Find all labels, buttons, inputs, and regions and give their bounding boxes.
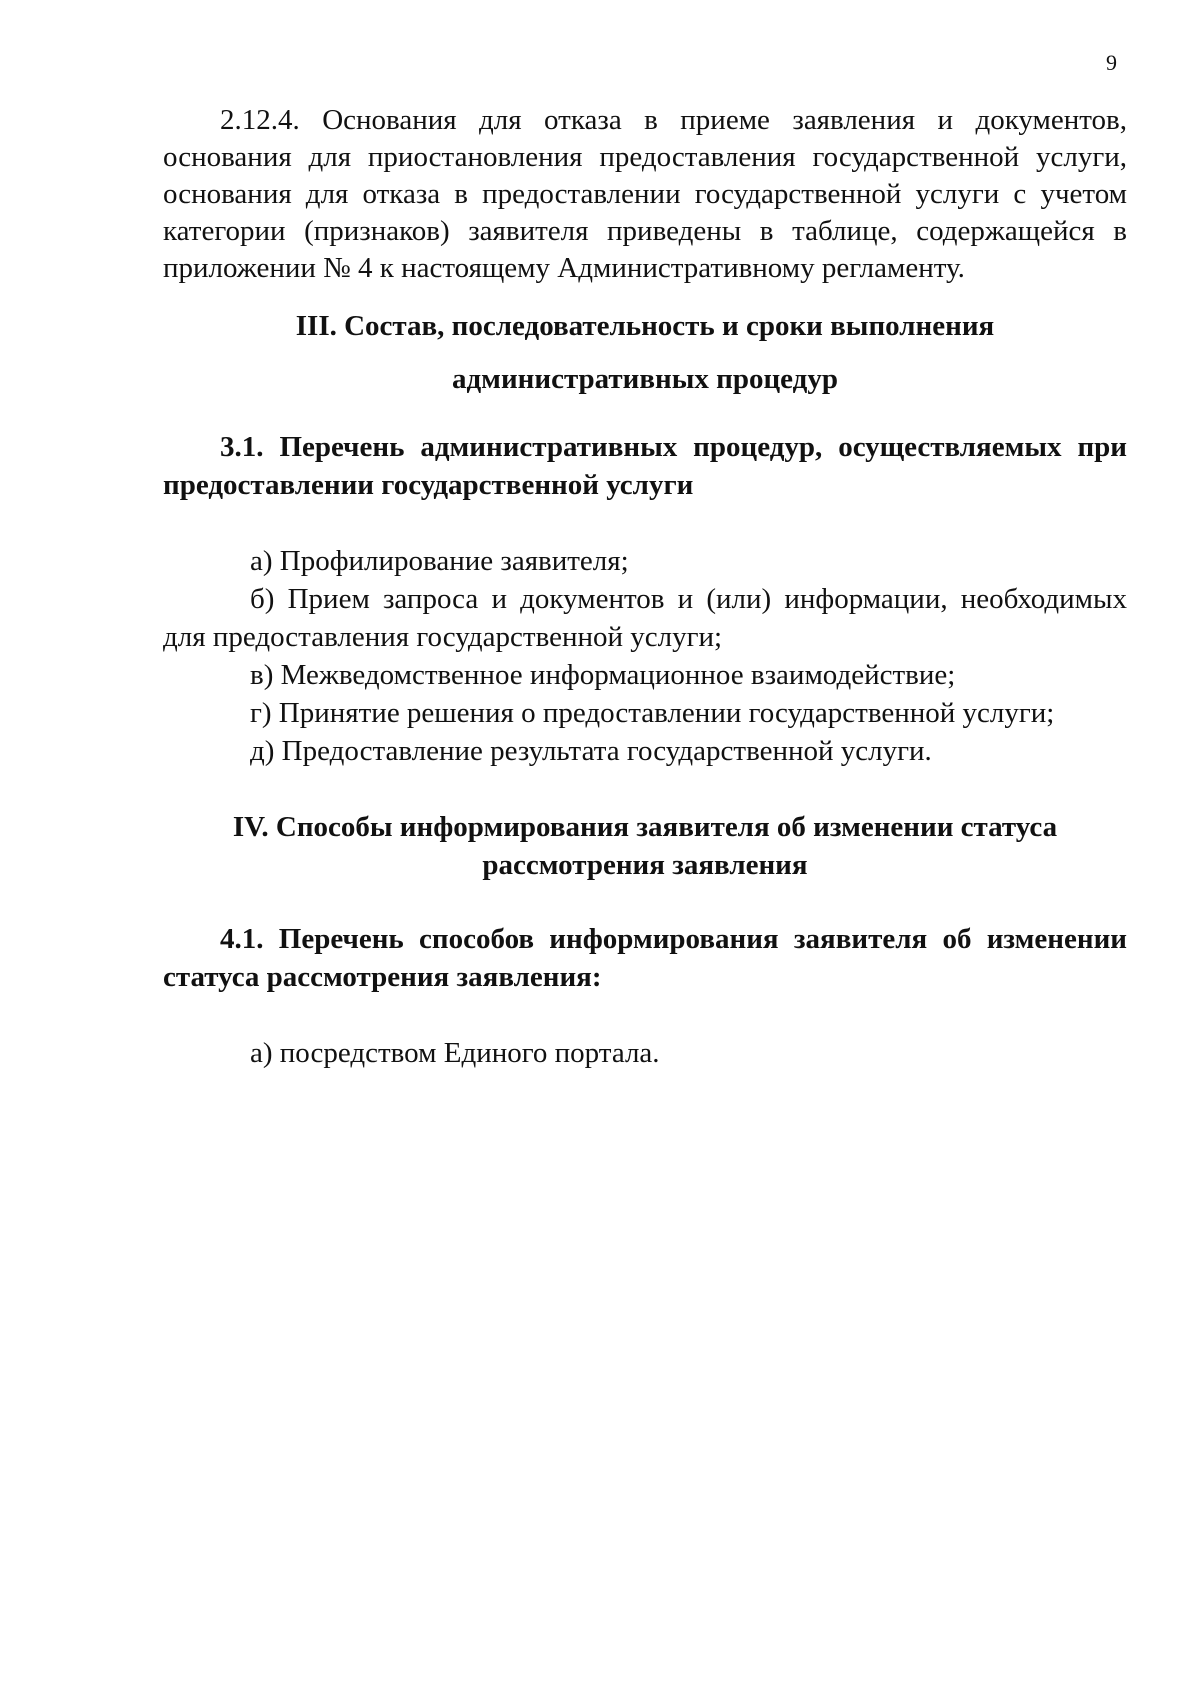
list-item: г) Принятие решения о предоставлении государственной услуги;	[250, 697, 1055, 729]
section-3-1-heading-block	[163, 428, 1127, 504]
section-iv-title-line2: рассмотрения заявления	[482, 849, 808, 881]
section-3-1-heading: 3.1. Перечень административных процедур, осуществляемых при предоставлении государственной услуги	[163, 431, 1127, 501]
paragraph-2-12-4: 2.12.4. Основания для отказа в приеме заявления и документов, основания для приостановления предоставления государственной услуги, основания для отказа в предоставлении государственной услуги с учетом категории (признаков) заявителя приведены в таблице, содержащейся в приложении № 4 к настоящему Административному регламенту.	[163, 104, 1127, 284]
list-item: в) Межведомственное информационное взаимодействие;	[250, 659, 956, 691]
section-iv-title	[163, 808, 1127, 884]
section-4-1-heading-block	[163, 920, 1127, 996]
section-iii-title	[163, 308, 1127, 397]
page-number: 9	[1106, 50, 1117, 75]
section-4-1-heading: 4.1. Перечень способов информирования заявителя об изменении статуса рассмотрения заявления:	[163, 923, 1127, 993]
list-item: б) Прием запроса и документов и (или) информации, необходимых для предоставления государственной услуги;	[163, 583, 1127, 653]
section-4-1-list	[163, 1034, 1127, 1072]
section-iv-title-line1: IV. Способы информирования заявителя об изменении статуса	[232, 811, 1058, 843]
section-iii-title-line2: административных процедур	[452, 363, 838, 395]
list-item: а) Профилирование заявителя;	[250, 545, 629, 577]
section-iii-title-line1: III. Состав, последовательность и сроки выполнения	[295, 310, 995, 342]
section-3-1-list	[163, 542, 1127, 770]
paragraph-2-12-4-block	[163, 102, 1127, 287]
list-item: д) Предоставление результата государственной услуги.	[250, 735, 932, 767]
list-item: а) посредством Единого портала.	[250, 1037, 660, 1069]
